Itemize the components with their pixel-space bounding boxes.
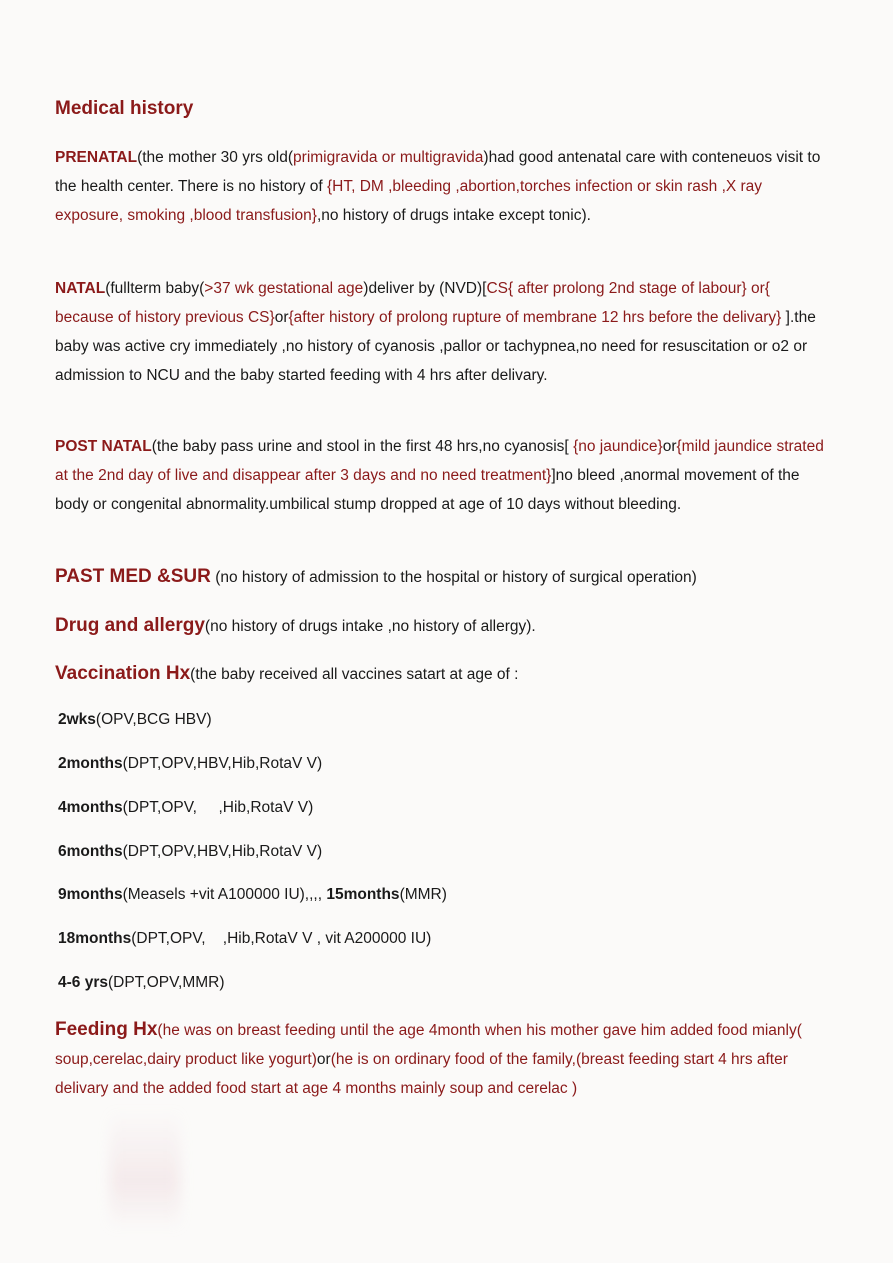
feeding-label: Feeding Hx [55,1019,158,1040]
postnatal-section [55,432,825,519]
prenatal-text-2: primigravida or multigravida [293,149,484,166]
natal-label: NATAL [55,280,106,297]
vaccine-list: (Measels +vit A100000 IU),,,, [122,886,327,903]
postnatal-text-4: {mild jaundice strated at the 2nd day of live and disappear after 3 days and no need treatment} [55,438,824,484]
vaccine-age: 9months [58,886,123,903]
prenatal-text-5: ,no history of drugs intake except tonic). [316,207,591,224]
vaccine-list: (DPT,OPV,MMR) [107,974,225,991]
paper-shadow [110,1110,180,1230]
natal-text-2: >37 wk gestational age [204,280,364,297]
prenatal-section [55,143,825,230]
vaccine-age: 6months [58,843,123,860]
vaccine-age: 4months [58,799,123,816]
feeding-text-1: (he was on breast feeding until the age 4month when his mother gave him added food mianly( soup,cerelac,dairy product like yogurt) [55,1022,802,1068]
past-med-section [55,562,825,592]
prenatal-text-1: (the mother 30 yrs old( [137,149,294,166]
natal-section [55,274,825,390]
drug-allergy-section [55,611,825,641]
vaccination-section [55,659,825,689]
vaccination-label: Vaccination Hx [55,663,191,684]
past-med-text: (no history of admission to the hospital or history of surgical operation) [210,569,697,586]
vaccine-list: (MMR) [399,886,447,903]
vaccine-list: (DPT,OPV,HBV,Hib,RotaV V) [122,755,323,772]
prenatal-text-4: {HT, DM ,bleeding ,abortion,torches infection or skin rash ,X ray exposure, smoking ,blood transfusion} [55,178,763,224]
vaccine-list: (DPT,OPV, ,Hib,RotaV V , vit A200000 IU) [131,930,432,947]
natal-text-7: ].the baby was active cry immediately ,no history of cyanosis ,pallor or tachypnea,no need for resuscitation or o2 or admission to NCU and the baby started feeding with 4 hrs after delivary. [55,309,816,384]
vaccine-item [58,930,431,948]
postnatal-label: POST NATAL [55,438,152,455]
vaccine-item [58,711,212,729]
natal-text-3: )deliver by (NVD)[ [363,280,487,297]
prenatal-label: PRENATAL [55,149,138,166]
vaccine-age: 4-6 yrs [58,974,108,991]
vaccine-item [58,755,322,773]
drug-allergy-text: (no history of drugs intake ,no history of allergy). [204,618,536,635]
vaccine-age: 2wks [58,711,96,728]
feeding-text-2: or [316,1051,331,1068]
postnatal-text-1: (the baby pass urine and stool in the first 48 hrs,no cyanosis[ [151,438,574,455]
past-med-label: PAST MED &SUR [55,566,211,587]
prenatal-text-3: )had good antenatal care with conteneuos visit to the health center. There is no history of [55,149,821,195]
vaccine-age: 15months [326,886,400,903]
vaccine-list: (OPV,BCG HBV) [95,711,212,728]
vaccine-item [58,843,322,861]
vaccine-item [58,974,225,992]
vaccine-item [58,886,447,904]
vaccine-list: (DPT,OPV,HBV,Hib,RotaV V) [122,843,323,860]
drug-allergy-label: Drug and allergy [55,615,205,636]
vaccine-item [58,799,313,817]
vaccination-text: (the baby received all vaccines satart at age of : [190,666,519,683]
postnatal-text-3: or [662,438,677,455]
natal-text-6: {after history of prolong rupture of membrane 12 hrs before the delivary} [288,309,782,326]
postnatal-text-5: ]no bleed ,anormal movement of the body or congenital abnormality.umbilical stump dropped at age of 10 days without bleeding. [55,467,800,513]
natal-text-5: or [274,309,289,326]
postnatal-text-2: {no jaundice} [573,438,663,455]
vaccine-age: 2months [58,755,123,772]
vaccine-age: 18months [58,930,132,947]
natal-text-1: (fullterm baby( [105,280,205,297]
page-title: Medical history [55,98,194,119]
vaccine-list: (DPT,OPV, ,Hib,RotaV V) [122,799,314,816]
natal-text-4: CS{ after prolong 2nd stage of labour} or{ because of history previous CS} [55,280,770,326]
feeding-section [55,1015,825,1103]
feeding-text-3: (he is on ordinary food of the family,(breast feeding start 4 hrs after delivary and the added food start at age 4 months mainly soup and cerelac ) [55,1051,788,1097]
